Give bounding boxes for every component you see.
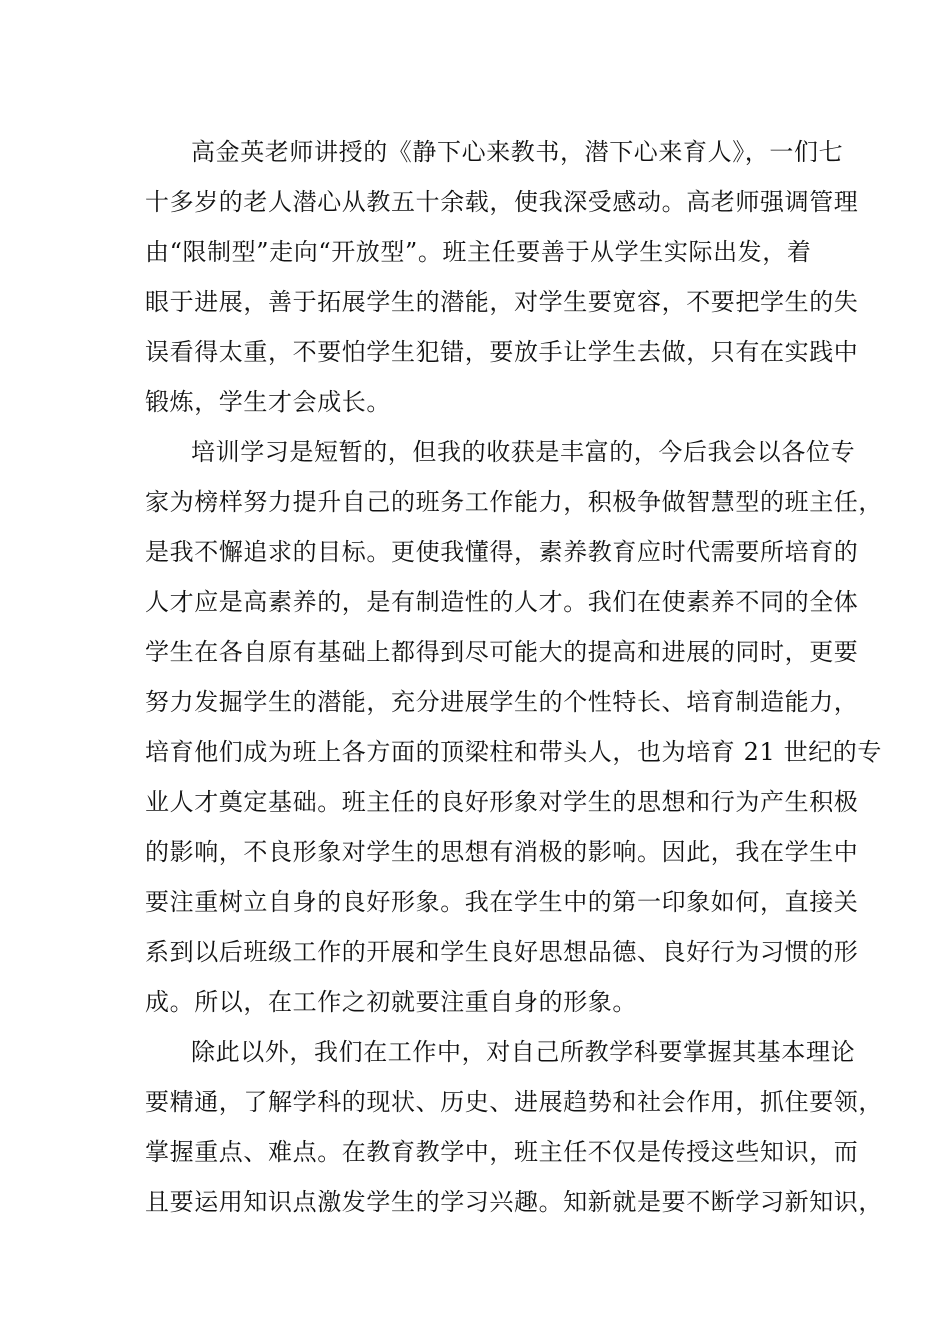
text-line: 且要运用知识点激发学生的学习兴趣。知新就是要不断学习新知识， (145, 1188, 883, 1216)
text-line: 系到以后班级工作的开展和学生良好思想品德、良好行为习惯的形 (145, 938, 859, 966)
text-line: 人才应是高素养的，是有制造性的人才。我们在使素养不同的全体 (145, 588, 859, 616)
text-line: 误看得太重，不要怕学生犯错，要放手让学生去做，只有在实践中 (145, 338, 859, 366)
text-line: 除此以外，我们在工作中，对自己所教学科要掌握其基本理论 (191, 1038, 856, 1066)
text-line: 成。所以，在工作之初就要注重自身的形象。 (145, 988, 637, 1016)
text-line: 的影响，不良形象对学生的思想有消极的影响。因此，我在学生中 (145, 838, 859, 866)
text-line: 掌握重点、难点。在教育教学中，班主任不仅是传授这些知识，而 (145, 1138, 859, 1166)
text-line: 业人才奠定基础。班主任的良好形象对学生的思想和行为产生积极 (145, 788, 859, 816)
text-line: 努力发掘学生的潜能，充分进展学生的个性特长、培育制造能力， (145, 688, 859, 716)
text-line: 培训学习是短暂的，但我的收获是丰富的，今后我会以各位专 (191, 438, 856, 466)
document-body (145, 127, 883, 1227)
text-line: 由“限制型”走向“开放型”。班主任要善于从学生实际出发，着 (145, 238, 812, 266)
text-line: 培育他们成为班上各方面的顶梁柱和带头人，也为培育 21 世纪的专 (145, 738, 882, 766)
text-line: 家为榜样努力提升自己的班务工作能力，积极争做智慧型的班主任， (145, 488, 883, 516)
text-line: 锻炼，学生才会成长。 (145, 388, 391, 416)
text-line: 十多岁的老人潜心从教五十余载，使我深受感动。高老师强调管理 (145, 188, 859, 216)
text-line: 学生在各自原有基础上都得到尽可能大的提高和进展的同时，更要 (145, 638, 859, 666)
paragraph-3 (145, 1027, 883, 1227)
text-line: 眼于进展，善于拓展学生的潜能，对学生要宽容，不要把学生的失 (145, 288, 859, 316)
text-line: 高金英老师讲授的《静下心来教书，潜下心来育人》，一们七 (191, 138, 844, 166)
paragraph-2 (145, 427, 883, 1027)
text-line: 要精通，了解学科的现状、历史、进展趋势和社会作用，抓住要领， (145, 1088, 883, 1116)
text-line: 要注重树立自身的良好形象。我在学生中的第一印象如何，直接关 (145, 888, 859, 916)
text-line: 是我不懈追求的目标。更使我懂得，素养教育应时代需要所培育的 (145, 538, 859, 566)
paragraph-1 (145, 127, 859, 427)
